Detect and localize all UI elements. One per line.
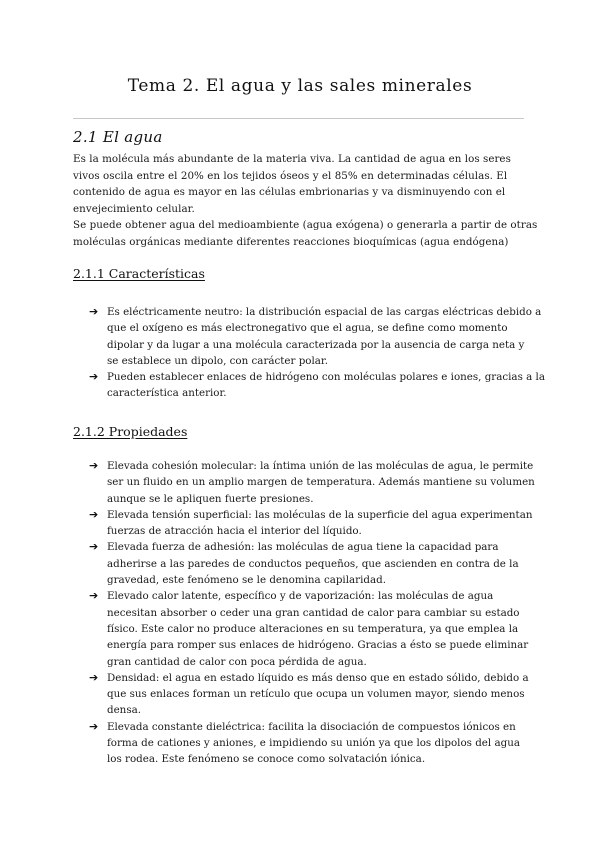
list-item-line: adherirse a las paredes de conductos pequeños, que ascienden en contra de la bbox=[107, 557, 519, 570]
list-item-line: necesitan absorber o ceder una gran cantidad de calor para cambiar su estado bbox=[107, 606, 520, 619]
paragraph-line: moléculas orgánicas mediante diferentes reacciones bioquímicas (agua endógena) bbox=[73, 235, 509, 248]
list-item-line: característica anterior. bbox=[107, 387, 227, 400]
list-item-line: se establece un dipolo, con carácter polar. bbox=[107, 354, 328, 367]
list-item-line: físico. Este calor no produce alteraciones en su temperatura, ya que emplea la bbox=[107, 622, 519, 635]
list-item bbox=[89, 539, 529, 588]
intro-paragraph bbox=[73, 151, 538, 251]
list-item bbox=[89, 507, 533, 540]
list-item-line: Elevada fuerza de adhesión: las moléculas de agua tiene la capacidad para bbox=[107, 541, 499, 554]
subsection-heading-propiedades: 2.1.2 Propiedades bbox=[73, 424, 188, 439]
list-item-line: forma de cationes y aniones, e impidiendo su unión ya que los dipolos del agua bbox=[107, 737, 520, 750]
list-item-line: Densidad: el agua en estado líquido es más denso que en estado sólido, debido a bbox=[107, 671, 529, 684]
arrow-bullet-icon: ➔ bbox=[89, 540, 99, 554]
section-heading-el-agua: 2.1 El agua bbox=[73, 128, 163, 146]
list-item-line: gravedad, este fenómeno se le denomina capilaridad. bbox=[107, 574, 386, 587]
list-item-line: Elevada cohesión molecular: la íntima unión de las moléculas de agua, le permite bbox=[107, 460, 534, 472]
list-item bbox=[89, 458, 535, 507]
arrow-bullet-icon: ➔ bbox=[89, 589, 99, 603]
paragraph-line: contenido de agua es mayor en las células embrionarias y va disminuyendo con el bbox=[73, 186, 506, 199]
list-item bbox=[89, 670, 529, 719]
arrow-bullet-icon: ➔ bbox=[89, 507, 99, 521]
list-item-line: ser un fluido en un amplio margen de temperatura. Además mantiene su volumen bbox=[107, 476, 535, 489]
list-item bbox=[89, 304, 542, 369]
list-item-line: que el oxígeno es más electronegativo que el agua, se define como momento bbox=[107, 322, 508, 335]
list-item-line: los rodea. Este fenómeno se conoce como solvatación iónica. bbox=[107, 753, 426, 766]
list-item-line: Pueden establecer enlaces de hidrógeno con moléculas polares e iones, gracias a la bbox=[107, 371, 545, 384]
characteristics-list bbox=[89, 304, 545, 402]
list-item-line: fuerzas de atracción hacia el interior del líquido. bbox=[107, 525, 362, 538]
title-divider bbox=[73, 118, 524, 119]
arrow-bullet-icon: ➔ bbox=[89, 719, 99, 733]
list-item bbox=[89, 588, 529, 669]
list-item-line: gran cantidad de calor con poca pérdida de agua. bbox=[107, 655, 367, 668]
paragraph-line: envejecimiento celular. bbox=[73, 202, 195, 215]
subsection-heading-caracteristicas: 2.1.1 Características bbox=[73, 266, 205, 281]
list-item bbox=[89, 369, 545, 402]
paragraph-line: Es la molécula más abundante de la materia viva. La cantidad de agua en los seres bbox=[73, 153, 511, 165]
arrow-bullet-icon: ➔ bbox=[89, 670, 99, 684]
arrow-bullet-icon: ➔ bbox=[89, 459, 99, 472]
list-item-line: Elevado calor latente, específico y de vaporización: las moléculas de agua bbox=[107, 590, 494, 603]
arrow-bullet-icon: ➔ bbox=[89, 305, 99, 318]
arrow-bullet-icon: ➔ bbox=[89, 370, 99, 384]
list-item-line: densa. bbox=[107, 704, 142, 717]
properties-list bbox=[89, 458, 535, 768]
list-item-line: aunque se le apliquen fuerte presiones. bbox=[107, 492, 314, 505]
page-title: Tema 2. El agua y las sales minerales bbox=[127, 76, 473, 96]
list-item-line: energía para romper sus enlaces de hidrógeno. Gracias a ésto se puede eliminar bbox=[107, 639, 529, 652]
list-item bbox=[89, 719, 529, 768]
paragraph-line: Se puede obtener agua del medioambiente (agua exógena) o generarla a partir de otras bbox=[73, 219, 538, 232]
list-item-line: Elevada constante dieléctrica: facilita la disociación de compuestos iónicos en bbox=[107, 720, 516, 733]
list-item-line: que sus enlaces forman un retículo que ocupa un volumen mayor, siendo menos bbox=[107, 688, 525, 701]
list-item-line: Es eléctricamente neutro: la distribución espacial de las cargas eléctricas debido a bbox=[107, 306, 542, 318]
list-item-line: Elevada tensión superficial: las moléculas de la superficie del agua experimentan bbox=[107, 508, 533, 521]
list-item-line: dipolar y da lugar a una molécula caracterizada por la ausencia de carga neta y bbox=[107, 338, 525, 351]
paragraph-line: vivos oscila entre el 20% en los tejidos óseos y el 85% en determinadas células. El bbox=[73, 169, 508, 182]
